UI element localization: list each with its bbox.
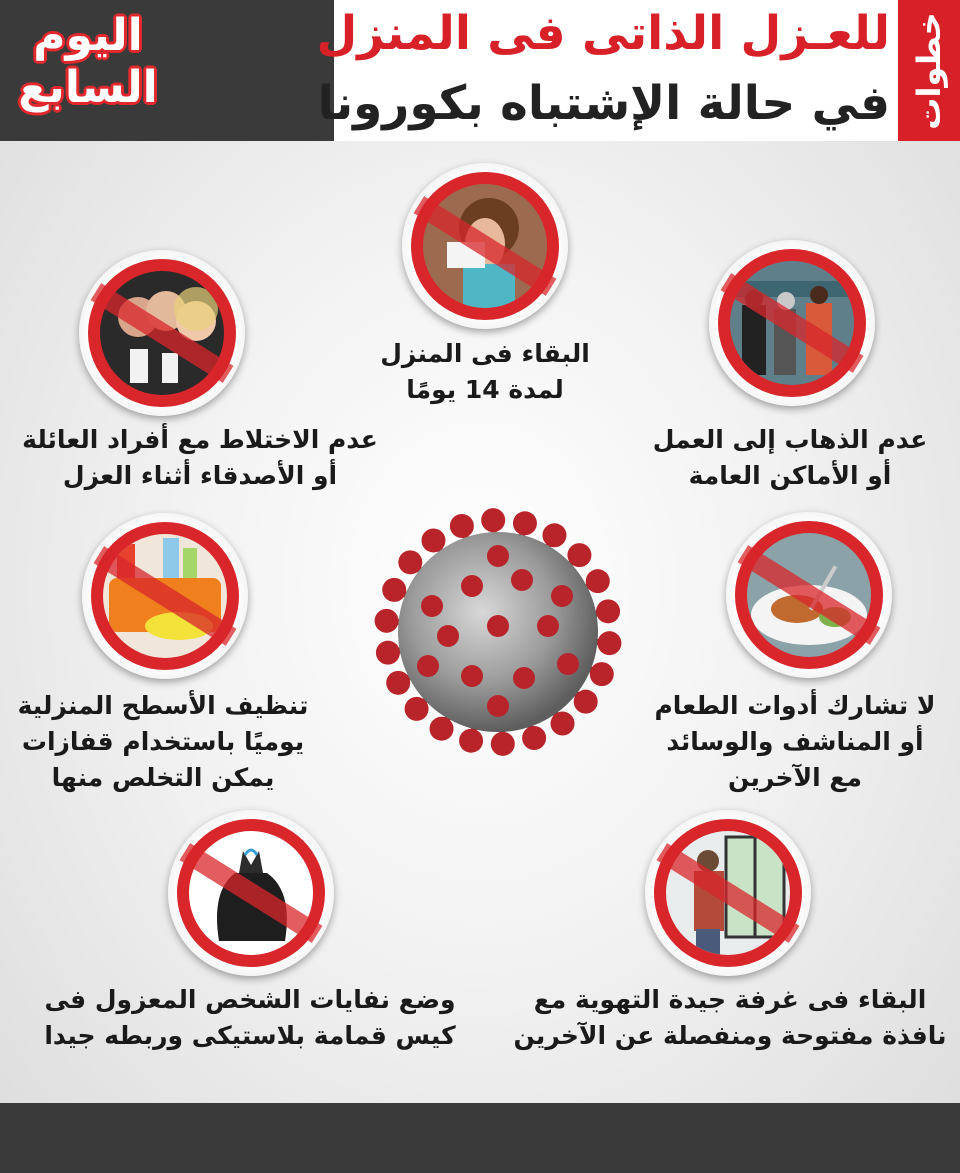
sneezing-person-icon	[402, 163, 568, 329]
step-6-line-2: كيس قمامة بلاستيكى وربطه جيدا	[44, 1021, 456, 1050]
step-2-line-1: عدم الاختلاط مع أفراد العائلة	[22, 425, 378, 454]
step-6-line-1: وضع نفايات الشخص المعزول فى	[44, 985, 456, 1014]
shared-food-icon	[726, 512, 892, 678]
friends-group-icon	[79, 250, 245, 416]
step-1-line-2: لمدة 14 يومًا	[406, 375, 564, 404]
step-1-line-1: البقاء فى المنزل	[380, 339, 590, 368]
footer-bar	[0, 1103, 960, 1173]
title-panel	[316, 0, 898, 141]
step-5-line-2: أو المناشف والوسائد	[666, 727, 924, 756]
brand-logo-panel	[0, 0, 334, 141]
step-4-line-1: تنظيف الأسطح المنزلية	[17, 691, 309, 720]
step-caption-5	[640, 688, 950, 796]
step-2-line-2: أو الأصدقاء أثناء العزل	[62, 461, 338, 490]
step-caption-3	[630, 422, 950, 494]
brand-line1: اليوم	[33, 10, 143, 61]
page-title-line2: في حالة الإشتباه بكورونا	[317, 76, 890, 131]
open-window-icon	[645, 810, 811, 976]
brand-line2: السابع	[18, 62, 158, 113]
step-7-line-1: البقاء فى غرفة جيدة التهوية مع	[533, 985, 927, 1014]
step-caption-4	[0, 688, 326, 796]
step-4-line-2: يوميًا باستخدام قفازات	[21, 727, 305, 756]
side-label: خطوات	[910, 11, 948, 130]
side-label-panel	[898, 0, 960, 141]
cleaning-supplies-icon	[82, 513, 248, 679]
step-7-line-2: نافذة مفتوحة ومنفصلة عن الآخرين	[513, 1021, 947, 1050]
step-5-line-3: مع الآخرين	[728, 763, 862, 792]
step-caption-1	[370, 336, 600, 408]
step-caption-7	[505, 982, 955, 1054]
step-caption-6	[20, 982, 480, 1054]
commuters-icon	[709, 240, 875, 406]
coronavirus-illustration	[362, 496, 634, 768]
step-3-line-2: أو الأماكن العامة	[688, 461, 892, 490]
step-3-line-1: عدم الذهاب إلى العمل	[652, 425, 928, 454]
page-title-line1: للعـزل الذاتى فى المنزل	[316, 6, 890, 61]
step-4-line-3: يمكن التخلص منها	[51, 763, 275, 792]
brand-logo	[8, 10, 168, 130]
step-caption-2	[10, 422, 390, 494]
step-5-line-1: لا تشارك أدوات الطعام	[654, 691, 936, 720]
trash-bag-icon	[168, 810, 334, 976]
